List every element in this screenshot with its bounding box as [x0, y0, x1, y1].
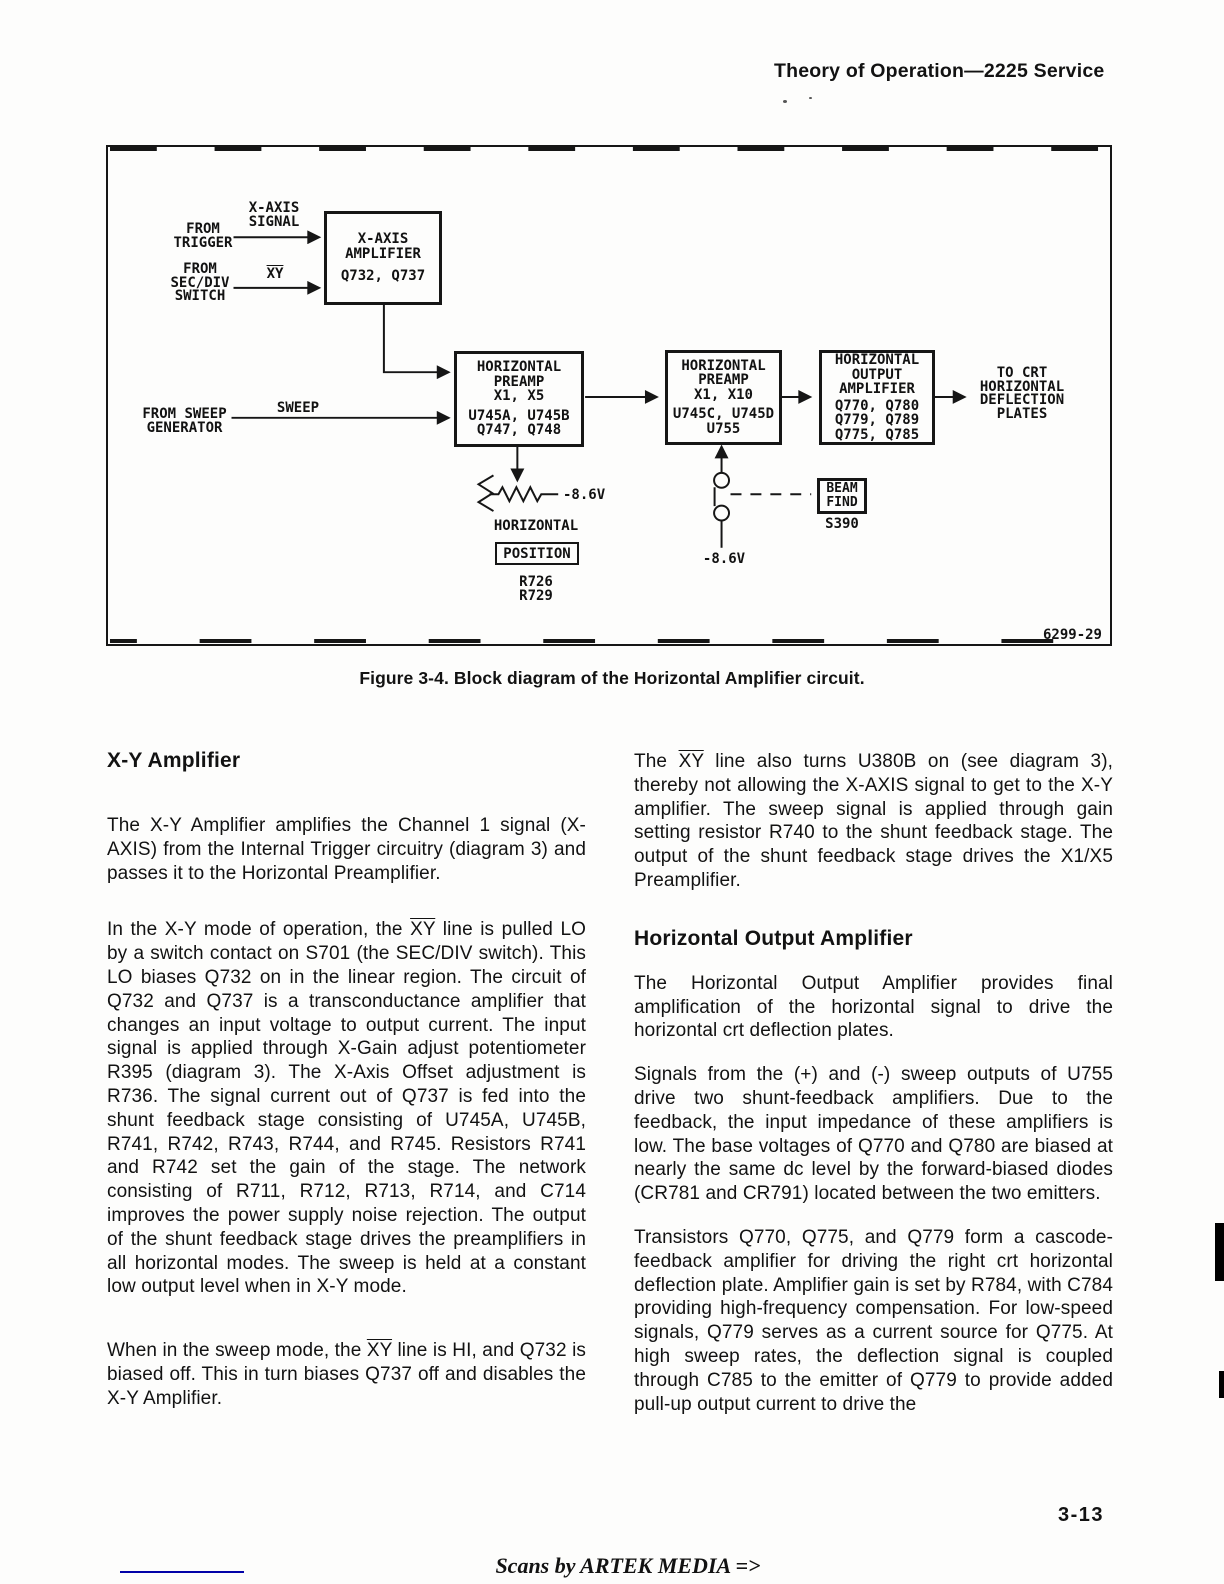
label-to-crt-deflection-plates: TO CRT HORIZONTAL DEFLECTION PLATES — [979, 365, 1065, 422]
footer-blue-line — [120, 1571, 244, 1573]
page-header-title: Theory of Operation—2225 Service — [774, 60, 1105, 82]
figure-diagram-frame — [106, 145, 1112, 646]
label-x-axis-signal: X-AXIS SIGNAL — [248, 200, 300, 230]
label-xy-overline: $\overline{XY}$ — [266, 266, 284, 282]
block-horizontal-output-amplifier — [819, 350, 935, 445]
scan-credit: Scans by ARTEK MEDIA => — [495, 1553, 761, 1578]
switch-voltage-label: -8.6V — [702, 551, 746, 567]
section-heading-horizontal-output-amplifier: Horizontal Output Amplifier — [634, 926, 913, 950]
beam-find-part-label: S390 — [825, 516, 859, 532]
label-from-sweep-generator: FROM SWEEP GENERATOR — [142, 406, 227, 436]
right-column — [634, 750, 1113, 1416]
xy-overline: $\overline{XY}$ — [410, 919, 436, 941]
beam-find-label: BEAM FIND — [826, 481, 858, 510]
paragraph: The Horizontal Output Amplifier provides final amplification of the horizontal signal to drive the horizontal crt deflection plates. — [634, 972, 1113, 1042]
wire-xaxis-to-preamp1 — [384, 304, 449, 372]
figure-reference-number: 6299-29 — [1042, 627, 1102, 643]
position-knob-label: POSITION — [503, 545, 571, 562]
switch-contact-bottom — [714, 506, 729, 521]
position-knob-box — [495, 542, 579, 565]
scan-speck — [783, 100, 787, 103]
block-horizontal-preamp-x1-x5 — [454, 351, 584, 447]
beam-find-box — [817, 478, 867, 514]
block-title: HORIZONTAL OUTPUT AMPLIFIER — [834, 352, 920, 397]
paragraph: When in the sweep mode, the $\overline{XY}$ line is HI, and Q732 is biased off. This in turn biases Q737 off and disables the X-Y Amplifier. — [107, 1340, 586, 1409]
pot-horizontal-label: HORIZONTAL — [493, 518, 579, 534]
paragraph: Signals from the (+) and (-) sweep outputs of U755 drive two shunt-feedback amplifiers. Due to the feedback, the input impedance of these amplifiers is low. The base voltages of Q770 and Q780 are biased at nearly the same dc level by the forward-biased diodes (CR781 and CR791) located between the two emitters. — [634, 1064, 1113, 1205]
scan-edge-artifact — [1219, 1371, 1224, 1398]
left-column — [107, 750, 586, 1411]
block-title: HORIZONTAL PREAMP X1, X5 — [476, 359, 562, 405]
block-parts: U745A, U745B Q747, Q748 — [468, 407, 570, 439]
block-x-axis-amplifier — [324, 211, 442, 305]
pot-bracket-symbol — [479, 475, 494, 511]
scan-speck — [809, 97, 812, 99]
label-sweep: SWEEP — [276, 400, 320, 416]
pot-resistor-zigzag — [489, 487, 558, 501]
block-horizontal-preamp-x1-x10 — [665, 350, 782, 445]
pot-parts-label: R726 R729 — [519, 574, 553, 604]
block-parts: U745C, U745D U755 — [672, 406, 775, 437]
block-title: HORIZONTAL PREAMP X1, X10 — [681, 357, 766, 403]
xy-overline: $\overline{XY}$ — [678, 751, 704, 772]
xy-overline: $\overline{XY}$ — [366, 1340, 393, 1362]
pot-voltage-label: -8.6V — [563, 487, 606, 503]
figure-caption: Figure 3-4. Block diagram of the Horizontal Amplifier circuit. — [359, 668, 865, 688]
label-from-trigger: FROM TRIGGER — [173, 221, 233, 251]
block-parts: Q770, Q780 Q779, Q789 Q775, Q785 — [834, 397, 920, 443]
scan-edge-artifact — [1215, 1223, 1224, 1281]
page-number: 3-13 — [1058, 1504, 1105, 1526]
paragraph: The $\overline{XY}$ line also turns U380B on (see diagram 3), thereby not allowing the X-AXIS signal to get to the X-Y amplifier. The sweep signal is applied through gain setting resistor R740 to the shunt feedback stage. The output of the shunt feedback stage drives the X1/X5 Preamplifier. — [634, 751, 1113, 891]
paragraph: Transistors Q770, Q775, and Q779 form a cascode-feedback amplifier for driving the right crt horizontal deflection plate. Amplifier gain is set by R784, with C784 providing high-frequency compensation. For low-speed signals, Q779 serves as a current source for Q775. At high sweep rates, the deflection signal is coupled through C785 to the emitter of Q779 to provide added pull-up output current to drive the — [634, 1226, 1113, 1415]
paragraph: In the X-Y mode of operation, the $\overline{XY}$ line is pulled LO by a switch contact on S701 (the SEC/DIV switch). This LO biases Q732 on in the linear region. The circuit of Q732 and Q737 is a transconductance amplifier that changes an input voltage to output current. The input signal is applied through X-Gain adjust potentiometer R395 (diagram 3). The X-Axis Offset adjustment is R736. The signal current out of Q737 is fed into the shunt feedback stage consisting of U745A, U745B, R741, R742, R743, R744, and R745. Resistors R741 and R742 set the gain of the stage. The network consisting of R711, R712, R713, R714, and C714 improves the power supply noise rejection. The output of the shunt feedback stage drives the preamplifiers in all horizontal modes. The sweep is held at a constant low output level when in X-Y mode. — [107, 919, 586, 1298]
block-parts: Q732, Q737 — [340, 268, 426, 285]
section-heading-xy-amplifier: X-Y Amplifier — [107, 749, 241, 772]
switch-contact-top — [714, 473, 729, 488]
label-from-sec-div-switch: FROM SEC/DIV SWITCH — [170, 261, 230, 304]
block-title: X-AXIS AMPLIFIER — [345, 231, 421, 262]
paragraph: The X-Y Amplifier amplifies the Channel 1 signal (X-AXIS) from the Internal Trigger circuitry (diagram 3) and passes it to the Horizontal Preamplifier. — [107, 815, 586, 884]
